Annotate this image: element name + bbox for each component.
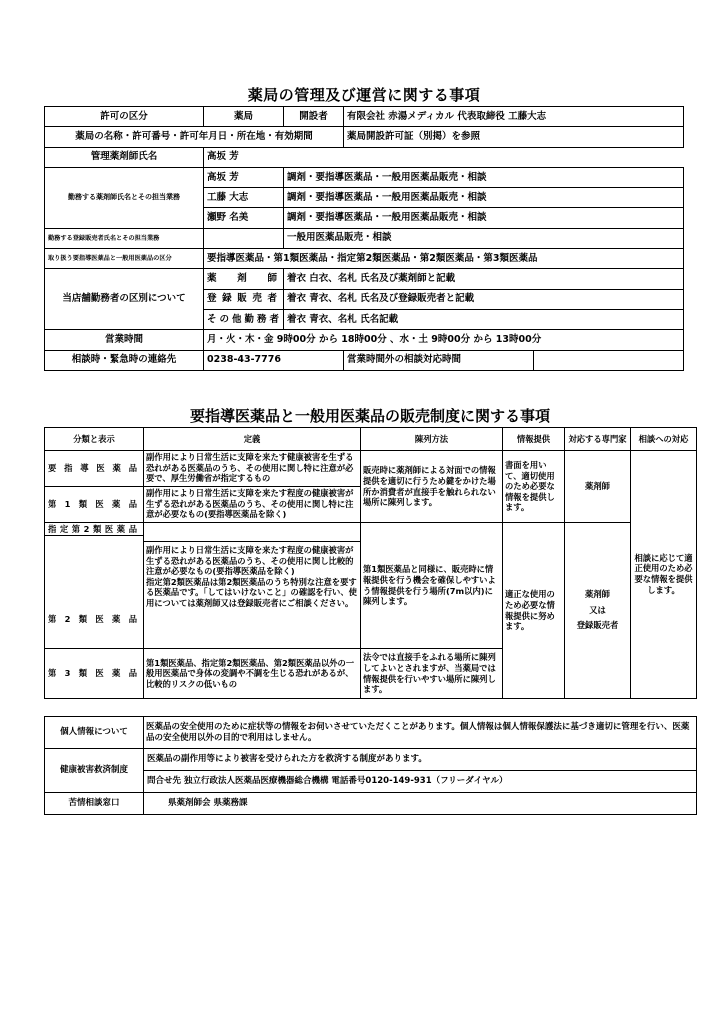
definition-spacer [144, 523, 360, 542]
pharmacist-duty: 調剤・要指導医薬品・一般用医薬品販売・相談 [284, 188, 684, 208]
contact-phone: 0238-43-7776 [204, 350, 344, 370]
hours-value: 月・火・木・金 9時00分 から 18時00分 、水・土 9時00分 から 13時00分 [204, 330, 684, 350]
sellers-duty: 一般用医薬品販売・相談 [284, 228, 684, 248]
staff-label: 当店舗勤務者の区別について [45, 269, 204, 330]
definition-shitei2: 指定第2類医薬品は第2類医薬品のうち特別な注意を要する医薬品です。「してはいけないこと」の確認を行い、使用については薬剤師又は登録販売者にご相談ください。 [146, 576, 357, 609]
relief-value-2: 問合せ先 独立行政法人医薬品医療機器総合機構 電話番号0120-149-931（フリーダイヤル） [144, 771, 697, 793]
permit-label: 許可の区分 [45, 107, 204, 127]
pharmacist-name: 工藤 大志 [204, 188, 284, 208]
permit-value: 薬局 [204, 107, 284, 127]
pharmacists-label: 勤務する薬剤師氏名とその担当業務 [45, 167, 204, 228]
header-category: 分類と表示 [45, 428, 144, 451]
definition-dai2-group [144, 523, 361, 649]
pharmacy-name-value: 薬局開設許可証（別掲）を参照 [344, 127, 684, 147]
pharmacy-management-table [44, 85, 684, 371]
category-shitei2: 指定第2類医薬品 [45, 523, 143, 536]
definition-youshidou: 副作用により日常生活に支障を来たす健康被害を生ずる恐れがある医薬品のうち、その使用に関し特に注意が必要で、厚生労働省が指定するもの [144, 451, 361, 487]
pharmacist-duty: 調剤・要指導医薬品・一般用医薬品販売・相談 [284, 208, 684, 228]
expert-lower-pharmacist: 薬剤師 [585, 588, 610, 599]
hours-label: 営業時間 [45, 330, 204, 350]
display-dai3: 法令では直接手をふれる場所に陳列してよいとされますが、当薬局では情報提供を行いやすい場所に陳列します。 [361, 649, 503, 699]
complaint-value: 県薬剤師会 県薬務課 [144, 793, 697, 815]
pharmacy-section-title: 薬局の管理及び運営に関する事項 [247, 86, 481, 105]
staff-desc: 着衣 青衣、名札 氏名及び登録販売者と記載 [284, 289, 684, 309]
staff-role: その他勤務者 [204, 309, 284, 329]
staff-desc: 着衣 白衣、名札 氏名及び薬剤師と記載 [284, 269, 684, 289]
staff-desc: 着衣 青衣、名札 氏名記載 [284, 309, 684, 329]
relief-value-1: 医薬品の副作用等により被害を受けられた方を救済する制度があります。 [144, 749, 697, 771]
privacy-label: 個人情報について [45, 717, 144, 749]
sales-system-table [44, 427, 697, 699]
manager-label: 管理薬剤師氏名 [45, 147, 204, 167]
after-hours-value [534, 350, 684, 370]
header-definition: 定義 [144, 428, 361, 451]
display-dai2: 第1類医薬品と同様に、販売時に情報提供を行う機会を確保しやすいよう情報提供を行う場所(7m以内)に陳列します。 [361, 523, 503, 649]
manager-value: 高坂 芳 [204, 147, 684, 167]
category-dai3: 第3類医薬品 [45, 649, 144, 699]
staff-role: 登録販売者 [204, 289, 284, 309]
definition-dai1: 副作用により日常生活に支障を来たす程度の健康被害が生ずる恐れがある医薬品のうち、その使用に関し特に注意が必要なもの(要指導医薬品を除く) [144, 487, 361, 523]
pharmacist-name: 高坂 芳 [204, 167, 284, 187]
display-upper: 販売時に薬剤師による対面での情報提供を適切に行うため鍵をかけた場所か消費者が直接手を触れられない場所に陳列します。 [361, 451, 503, 523]
info-upper: 書面を用いて、適切使用のため必要な情報を提供します。 [503, 451, 565, 523]
complaint-label: 苦情相談窓口 [45, 793, 144, 815]
header-display: 陳列方法 [361, 428, 503, 451]
category-label: 取り扱う要指導医薬品と一般用医薬品の区分 [45, 249, 204, 269]
definition-dai2: 副作用により日常生活に支障を来たす程度の健康被害が生ずる恐れがある医薬品のうち、その使用に関し比較的注意が必要なもの(要指導医薬品を除く) [146, 545, 354, 577]
header-consult: 相談への対応 [631, 428, 697, 451]
staff-role: 薬剤師 [204, 269, 284, 289]
privacy-value: 医薬品の安全使用のために症状等の情報をお伺いさせていただくことがあります。個人情報は個人情報保護法に基づき適切に管理を行い、医薬品の安全使用以外の目的で利用はしません。 [144, 717, 697, 749]
sales-section-title: 要指導医薬品と一般用医薬品の販売制度に関する事項 [189, 407, 550, 425]
sellers-label: 勤務する登録販売者氏名とその担当業務 [45, 228, 204, 248]
pharmacy-name-label: 薬局の名称・許可番号・許可年月日・所在地・有効期間 [45, 127, 344, 147]
category-dai1: 第1類医薬品 [45, 487, 144, 523]
category-dai2-group [45, 523, 144, 649]
info-lower: 適正な使用のため必要な情報提供に努めます。 [503, 523, 565, 699]
sellers-name [204, 228, 284, 248]
header-info: 情報提供 [503, 428, 565, 451]
header-expert: 対応する専門家 [565, 428, 631, 451]
founder-value: 有限会社 赤湯メディカル 代表取締役 工藤大志 [344, 107, 684, 127]
relief-label: 健康被害救済制度 [45, 749, 144, 793]
expert-lower-seller: 登録販売者 [576, 620, 619, 631]
expert-upper: 薬剤師 [565, 451, 631, 523]
pharmacist-name: 瀬野 名美 [204, 208, 284, 228]
category-dai2: 第2類医薬品 [48, 614, 140, 625]
expert-lower [565, 523, 631, 699]
category-youshidou: 要指導医薬品 [45, 451, 144, 487]
contact-label: 相談時・緊急時の連絡先 [45, 350, 204, 370]
definition-dai3: 第1類医薬品、指定第2類医薬品、第2類医薬品以外の一般用医薬品で身体の変調や不調を生じる恐れがあるが、比較的リスクの低いもの [144, 649, 361, 699]
category-value: 要指導医薬品・第1類医薬品・指定第2類医薬品・第2類医薬品・第3類医薬品 [204, 249, 684, 269]
expert-lower-or: 又は [589, 604, 606, 615]
consult-value: 相談に応じて適正使用のため必要な情報を提供します。 [631, 451, 697, 699]
founder-label: 開設者 [284, 107, 344, 127]
other-info-table [44, 716, 697, 815]
after-hours-label: 営業時間外の相談対応時間 [344, 350, 534, 370]
pharmacist-duty: 調剤・要指導医薬品・一般用医薬品販売・相談 [284, 167, 684, 187]
